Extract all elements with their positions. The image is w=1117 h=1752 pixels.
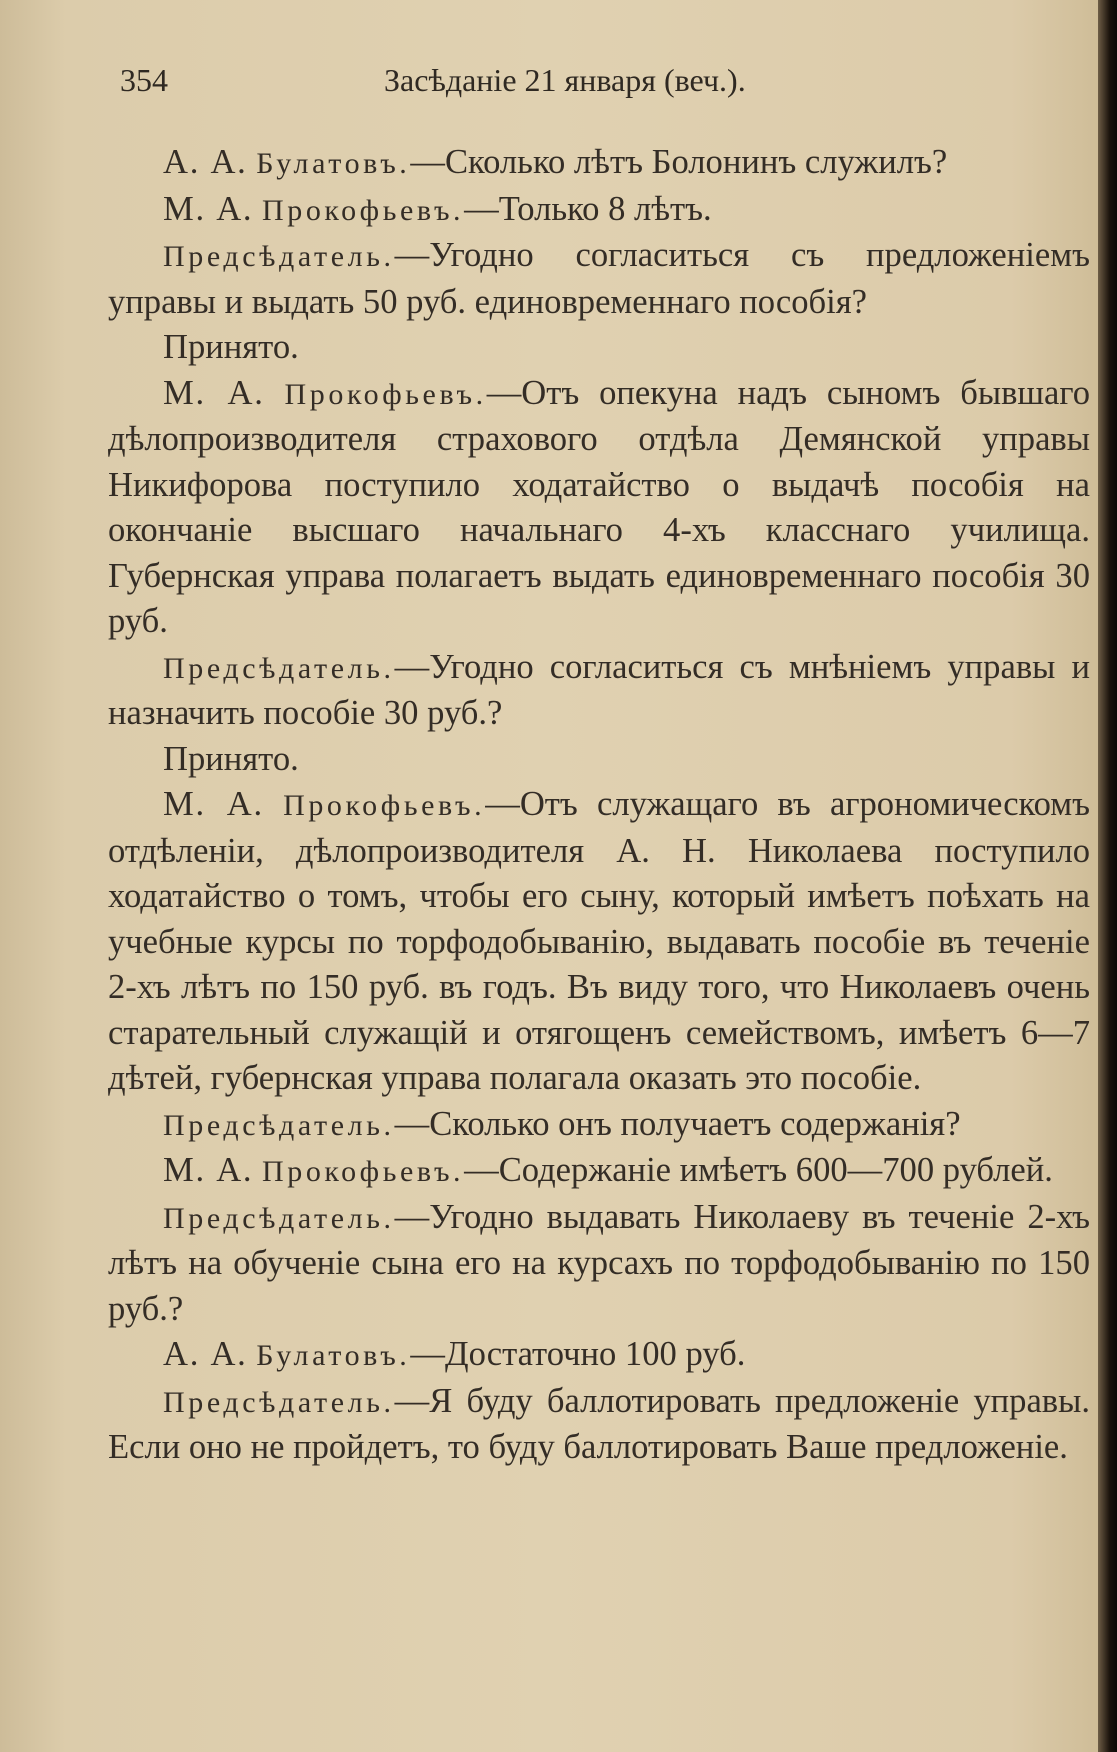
paragraph-text: —Я буду баллотировать предложеніе управы. Если оно не пройдетъ, то буду баллотировать Ваше предложеніе.	[108, 1381, 1090, 1466]
running-head	[120, 62, 1070, 112]
paragraph-text: —Содержаніе имѣетъ 600—700 рублей.	[464, 1151, 1053, 1189]
paragraph	[108, 645, 1090, 737]
paragraph-text: —Угодно выдавать Николаеву въ теченіе 2-хъ лѣтъ на обученіе сына его на курсахъ по торфодобыванію по 150 руб.?	[108, 1197, 1090, 1328]
paragraph	[108, 371, 1090, 645]
paragraph	[108, 140, 1090, 187]
book-spine-shadow	[1098, 0, 1117, 1752]
speaker-name: Прокофьевъ.	[261, 1155, 465, 1188]
paragraph-text: —Угодно согласиться съ предложеніемъ управы и выдать 50 руб. единовременнаго пособія?	[108, 236, 1090, 321]
speaker-name: Булатовъ.	[256, 147, 411, 180]
paragraph-text: —Сколько онъ получаетъ содержанія?	[394, 1104, 961, 1143]
paragraph-text: Принято.	[163, 328, 299, 366]
running-title: Засѣданіе 21 января (веч.).	[384, 62, 746, 98]
paragraph-text: Принято.	[163, 739, 299, 778]
speaker-name: Прокофьевъ.	[284, 377, 487, 411]
paragraph-text: —Только 8 лѣтъ.	[464, 189, 712, 228]
speaker-name: Булатовъ.	[256, 1339, 411, 1372]
speaker-name: Предсѣдатель.	[163, 1201, 395, 1235]
speaker-name: Предсѣдатель.	[163, 1385, 395, 1419]
paragraph	[108, 1102, 1090, 1149]
paragraph	[108, 737, 1090, 783]
paragraph	[108, 233, 1090, 325]
speaker-name: Прокофьевъ.	[283, 789, 486, 822]
speaker-name: Прокофьевъ.	[261, 193, 465, 227]
paragraph-text: —Угодно согласиться съ мнѣніемъ управы и назначить пособіе 30 руб.?	[108, 647, 1090, 732]
paragraph	[108, 782, 1090, 1102]
paragraph-text: —Достаточно 100 руб.	[410, 1335, 746, 1373]
speaker-initials: М. А.	[163, 785, 264, 823]
paragraph-text: —Отъ опекуна надъ сыномъ бывшаго дѣлопроизводителя страхового отдѣла Демянской управы Никифорова поступило ходатайство о выдачѣ пособія на окончаніе высшаго начальнаго 4-хъ класснаго училища. Губернская управа полагаетъ выдать единовременнаго пособія 30 руб.	[108, 373, 1090, 640]
body-text	[108, 140, 1090, 1471]
speaker-initials: М. А.	[163, 373, 265, 412]
paragraph	[108, 1148, 1090, 1195]
paragraph	[108, 1379, 1090, 1471]
paragraph	[108, 187, 1090, 234]
speaker-name: Предсѣдатель.	[163, 651, 395, 685]
speaker-initials: М. А.	[163, 189, 254, 228]
speaker-name: Предсѣдатель.	[163, 1108, 395, 1142]
speaker-initials: М. А.	[163, 1151, 254, 1189]
paragraph	[108, 325, 1090, 371]
speaker-initials: А. А.	[163, 1335, 248, 1373]
speaker-name: Предсѣдатель.	[163, 240, 395, 273]
paragraph-text: —Сколько лѣтъ Болонинъ служилъ?	[410, 143, 948, 181]
paragraph-text: —Отъ служащаго въ агрономическомъ отдѣленіи, дѣлопроизводителя А. Н. Николаева поступило ходатайство о томъ, чтобы его сыну, который имѣетъ поѣхать на учебные курсы по торфодобыванію, выдавать пособіе въ теченіе 2-хъ лѣтъ по 150 руб. въ годъ. Въ виду того, что Николаевъ очень старательный служащій и отягощенъ семействомъ, имѣетъ 6—7 дѣтей, губернская управа полагала оказать это пособіе.	[108, 785, 1090, 1097]
page-number: 354	[120, 62, 168, 98]
paragraph	[108, 1195, 1090, 1333]
speaker-initials: А. А.	[163, 143, 248, 181]
paragraph	[108, 1332, 1090, 1379]
